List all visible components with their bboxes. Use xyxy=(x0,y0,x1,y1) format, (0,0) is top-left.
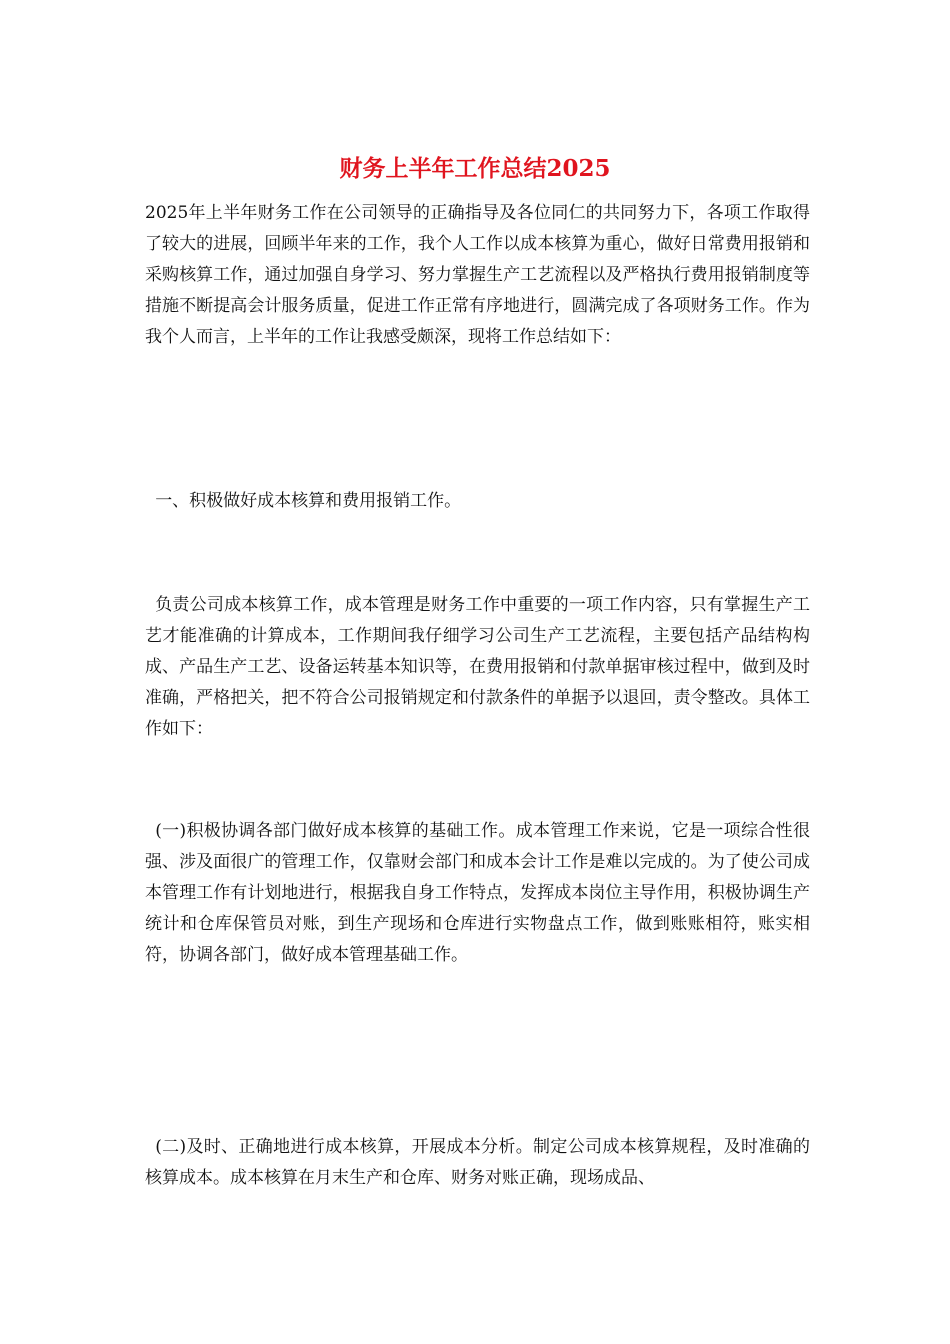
subsection-2-paragraph: (二)及时、正确地进行成本核算，开展成本分析。制定公司成本核算规程，及时准确的核算成本。成本核算在月末生产和仓库、财务对账正确，现场成品、 xyxy=(145,1137,810,1188)
section-heading-1: 一、积极做好成本核算和费用报销工作。 xyxy=(155,491,462,511)
document-title: 财务上半年工作总结2025 xyxy=(339,155,611,182)
intro-paragraph: 2025年上半年财务工作在公司领导的正确指导及各位同仁的共同努力下，各项工作取得了较大的进展，回顾半年来的工作，我个人工作以成本核算为重心，做好日常费用报销和采购核算工作，通过加强自身学习、努力掌握生产工艺流程以及严格执行费用报销制度等措施不断提高会计服务质量，促进工作正常有序地进行，圆满完成了各项财务工作。作为我个人而言，上半年的工作让我感受颇深，现将工作总结如下： xyxy=(145,203,810,347)
subsection-1-paragraph: (一)积极协调各部门做好成本核算的基础工作。成本管理工作来说，它是一项综合性很强、涉及面很广的管理工作，仅靠财会部门和成本会计工作是难以完成的。为了使公司成本管理工作有计划地进行，根据我自身工作特点，发挥成本岗位主导作用，积极协调生产统计和仓库保管员对账，到生产现场和仓库进行实物盘点工作，做到账账相符，账实相符，协调各部门，做好成本管理基础工作。 xyxy=(145,821,810,965)
section-1-body: 负责公司成本核算工作，成本管理是财务工作中重要的一项工作内容，只有掌握生产工艺才能准确的计算成本，工作期间我仔细学习公司生产工艺流程，主要包括产品结构构成、产品生产工艺、设备运转基本知识等，在费用报销和付款单据审核过程中，做到及时准确，严格把关，把不符合公司报销规定和付款条件的单据予以退回，责令整改。具体工作如下： xyxy=(145,595,810,739)
